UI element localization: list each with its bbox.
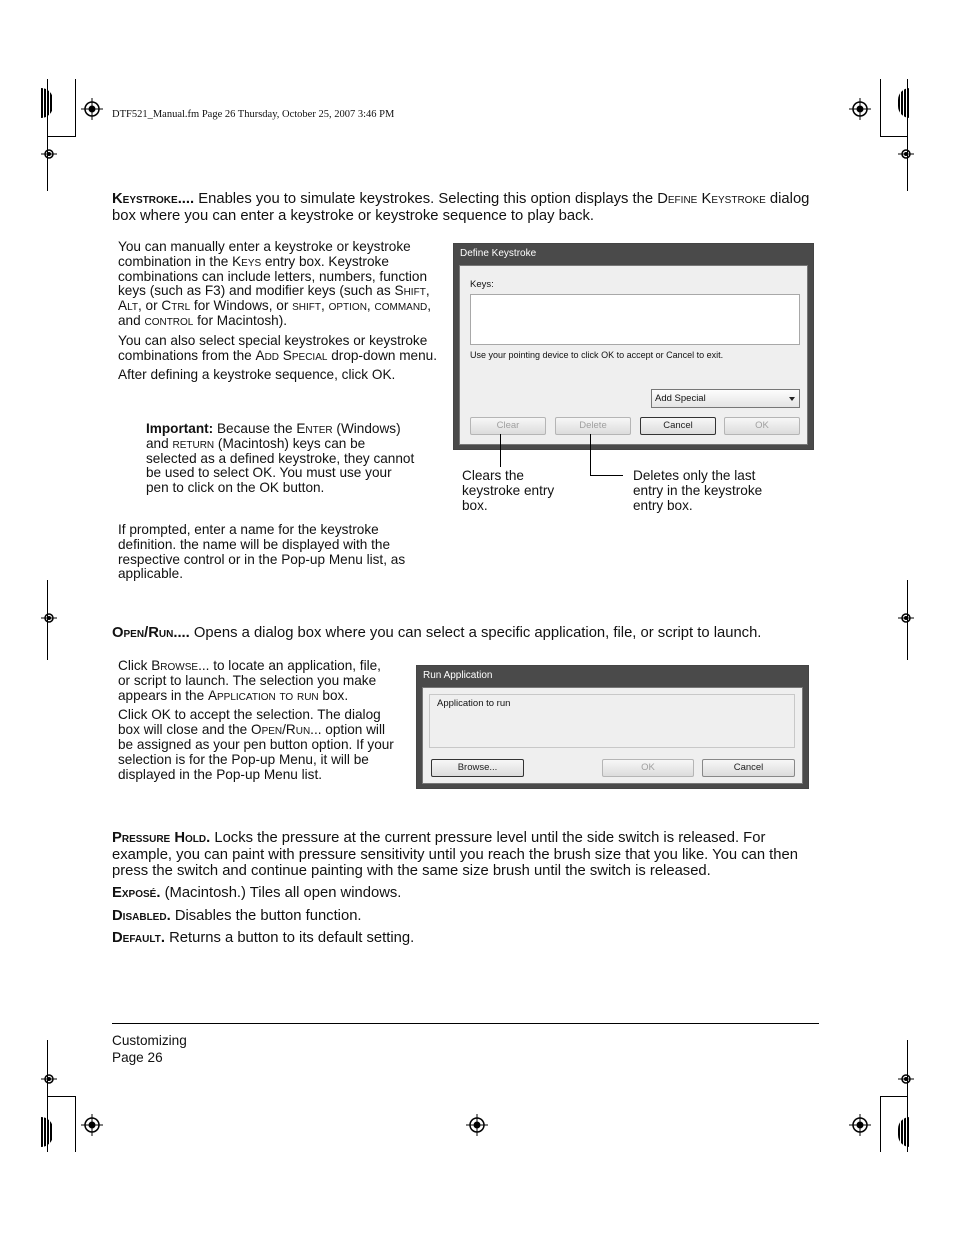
crop-mark (75, 1096, 76, 1152)
footer-section: Customizing (112, 1033, 187, 1048)
keystroke-term: Keystroke.... (112, 191, 195, 207)
delete-button[interactable]: Delete (555, 417, 631, 435)
callout-line (590, 475, 623, 476)
open-run-paragraph-1: Click Browse... to locate an application, file, or script to launch. The selection you make appears in the Application to run box. (118, 658, 381, 703)
crop-mark (880, 1096, 881, 1152)
keystroke-paragraph-2: You can also select special keystrokes or keystroke combinations from the Add Special drop-down menu. (118, 332, 438, 363)
crop-mark (75, 79, 76, 137)
color-bar-mark (898, 88, 910, 118)
crop-mark (880, 136, 908, 137)
dialog-hint: Use your pointing device to click OK to accept or Cancel to exit. (470, 350, 724, 360)
keys-entry-box[interactable] (470, 294, 800, 345)
crop-mark (880, 1096, 908, 1097)
open-run-paragraph-2: Click OK to accept the selection. The dialog box will close and the Open/Run... option will be assigned as your pen button option. If your selection is for the Pop-up Menu, it will be displayed in the Pop-up Menu list. (118, 707, 394, 782)
default-term: Default. (112, 930, 165, 946)
clear-callout: Clears the keystroke entry box. (462, 468, 555, 513)
crop-mark (880, 79, 881, 137)
callout-line (500, 434, 501, 467)
callout-line (590, 434, 591, 475)
browse-button[interactable]: Browse... (431, 759, 524, 777)
registration-target-icon (898, 1071, 914, 1087)
keystroke-paragraph-1: You can manually enter a keystroke or keystroke combination in the Keys entry box. Keystroke combinations can include letters, numbers, function keys (such as F3) and modifier keys (such as Shift, Alt, or Ctrl for Windows, or shift, option, command, and control for Macintosh). (118, 239, 432, 328)
crop-mark (47, 1096, 75, 1097)
clear-button[interactable]: Clear (470, 417, 546, 435)
registration-target-icon (81, 1114, 103, 1136)
dialog-title: Run Application (423, 670, 493, 681)
cancel-button[interactable]: Cancel (702, 759, 795, 777)
file-slug: DTF521_Manual.fm Page 26 Thursday, October 25, 2007 3:46 PM (112, 109, 395, 120)
open-run-body (118, 659, 394, 787)
expose-paragraph: Exposé. (Macintosh.) Tiles all open windows. (112, 885, 402, 901)
application-to-run-label: Application to run (437, 698, 511, 709)
ok-button[interactable]: OK (602, 759, 694, 777)
important-note: Important: Because the Enter (Windows) and return (Macintosh) keys can be selected as a defined keystroke, they cannot be used to select OK. You must use your pen to click on the OK button. (146, 421, 415, 496)
chevron-down-icon (789, 397, 795, 401)
open-run-heading: Open/Run.... Opens a dialog box where you can select a specific application, file, or script to launch. (112, 625, 762, 641)
keystroke-heading: Keystroke.... Enables you to simulate keystrokes. Selecting this option displays the Define Keystroke dialog box where you can enter a keystroke or keystroke sequence to play back. (112, 191, 810, 224)
keystroke-body (118, 240, 444, 388)
important-label: Important: (146, 421, 214, 436)
color-bar-mark (41, 1117, 53, 1147)
define-keystroke-dialog (453, 243, 814, 450)
ok-button[interactable]: OK (724, 417, 800, 435)
registration-target-icon (849, 1114, 871, 1136)
page-number: Page 26 (112, 1050, 163, 1065)
open-run-term: Open/Run.... (112, 625, 190, 641)
delete-callout: Deletes only the last entry in the keystroke entry box. (633, 468, 763, 513)
cancel-button[interactable]: Cancel (640, 417, 716, 435)
pressure-hold-paragraph: Pressure Hold. Locks the pressure at the current pressure level until the side switch is released. For example, you can paint with pressure sensitivity until you reach the brush size that you like. You can then press the switch and continue painting with the same size brush until the switch is released. (112, 830, 798, 879)
keystroke-paragraph-4: If prompted, enter a name for the keystroke definition. the name will be displayed with the respective control or in the Pop-up Menu list, as applicable. (118, 522, 406, 582)
run-application-dialog (416, 665, 809, 789)
keystroke-paragraph-3: After defining a keystroke sequence, click OK. (118, 367, 396, 383)
color-bar-mark (41, 88, 53, 118)
expose-term: Exposé. (112, 885, 161, 901)
disabled-paragraph: Disabled. Disables the button function. (112, 908, 362, 924)
disabled-term: Disabled. (112, 908, 171, 924)
pressure-hold-term: Pressure Hold. (112, 830, 211, 846)
add-special-dropdown[interactable]: Add Special (651, 389, 800, 408)
footer (112, 1032, 187, 1066)
registration-target-icon (466, 1114, 488, 1136)
crop-mark (47, 136, 75, 137)
registration-target-icon (41, 146, 57, 162)
keys-label: Keys: (470, 279, 494, 290)
dialog-title: Define Keystroke (460, 248, 537, 259)
dialog-body (459, 265, 808, 445)
dialog-body (422, 687, 803, 784)
color-bar-mark (898, 1117, 910, 1147)
registration-target-icon (41, 610, 57, 626)
registration-target-icon (81, 98, 103, 120)
default-paragraph: Default. Returns a button to its default setting. (112, 930, 415, 946)
registration-target-icon (849, 98, 871, 120)
registration-target-icon (41, 1071, 57, 1087)
footer-rule (112, 1023, 819, 1024)
registration-target-icon (898, 146, 914, 162)
registration-target-icon (898, 610, 914, 626)
